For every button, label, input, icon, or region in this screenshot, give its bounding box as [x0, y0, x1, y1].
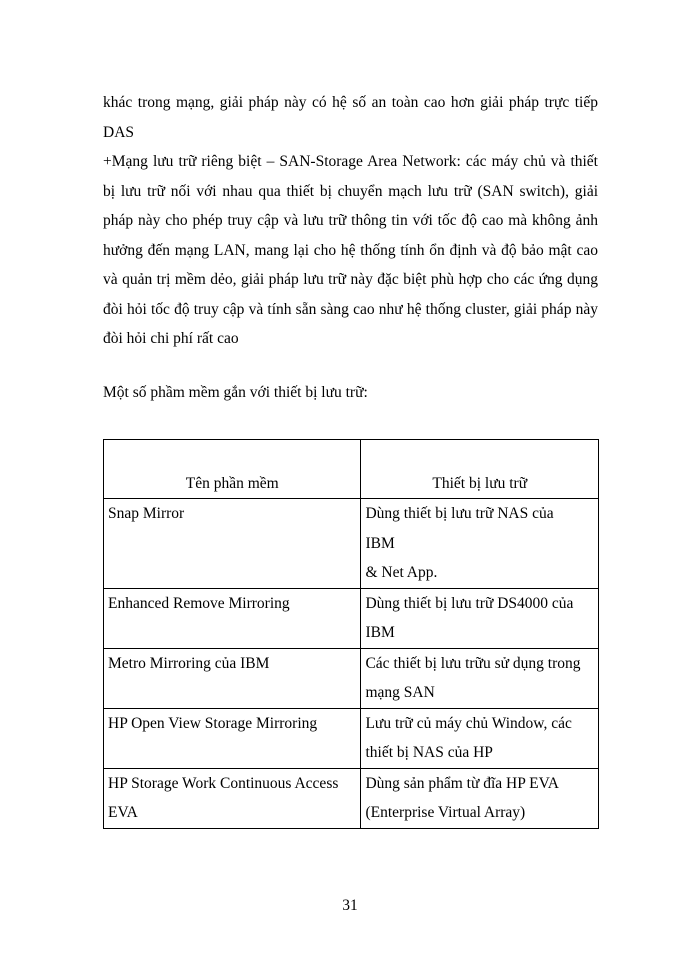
- table-row: [104, 708, 599, 768]
- cell-software-name: HP Open View Storage Mirroring: [104, 708, 361, 768]
- table-row: [104, 648, 599, 708]
- software-storage-table: [103, 439, 599, 829]
- cell-software-name: Metro Mirroring của IBM: [104, 648, 361, 708]
- table-row: [104, 768, 599, 828]
- body-text: [103, 88, 598, 354]
- table-row: [104, 499, 599, 589]
- cell-software-name: Snap Mirror: [104, 499, 361, 589]
- cell-storage-device: [361, 499, 599, 589]
- storage-line: Dùng thiết bị lưu trữ NAS của: [365, 505, 554, 522]
- cell-storage-device: [361, 768, 599, 828]
- table-row: [104, 588, 599, 648]
- header-software-name: Tên phần mềm: [104, 440, 361, 499]
- table-header-row: [104, 440, 599, 499]
- cell-storage-device: [361, 708, 599, 768]
- storage-line: Dùng sản phẩm từ đĩa HP EVA: [365, 774, 559, 792]
- header-storage-device: Thiết bị lưu trữ: [361, 440, 599, 499]
- page-number: 31: [342, 897, 358, 914]
- table-intro: Một số phầm mềm gắn với thiết bị lưu trữ:: [103, 384, 368, 401]
- paragraph-das-continuation: khác trong mạng, giải pháp này có hệ số an toàn cao hơn giải pháp trực tiếp DAS: [103, 94, 598, 141]
- cell-storage-device: [361, 648, 599, 708]
- storage-line: Các thiết bị lưu trữu sử dụng trong: [365, 654, 581, 672]
- storage-line: Lưu trữ củ máy chủ Window, các: [365, 714, 572, 732]
- storage-line: mạng SAN: [365, 684, 435, 701]
- storage-line: thiết bị NAS của HP: [365, 744, 493, 761]
- storage-line: Dùng thiết bị lưu trữ DS4000 của: [365, 594, 574, 612]
- cell-software-name: HP Storage Work Continuous Access EVA: [104, 768, 361, 828]
- storage-line: (Enterprise Virtual Array): [365, 804, 526, 821]
- cell-storage-device: [361, 588, 599, 648]
- storage-line: & Net App.: [365, 564, 438, 581]
- storage-line: IBM: [365, 534, 395, 552]
- storage-line: IBM: [365, 624, 395, 641]
- cell-software-name: Enhanced Remove Mirroring: [104, 588, 361, 648]
- paragraph-san: +Mạng lưu trữ riêng biệt – SAN-Storage Area Network: các máy chủ và thiết bị lưu trữ nối với nhau qua thiết bị chuyển mạch lưu trữ (SAN switch), giải pháp này cho phép truy cập và lưu trữ thông tin với tốc độ cao mà không ảnh hưởng đến mạng LAN, mang lại cho hệ thống tính ổn định và độ bảo mật cao và quản trị mềm dẻo, giải pháp lưu trữ này đặc biệt phù hợp cho các ứng dụng đòi hỏi tốc độ truy cập và tính sẵn sàng cao như hệ thống cluster, giải pháp này đòi hỏi chi phí rất cao: [103, 153, 598, 347]
